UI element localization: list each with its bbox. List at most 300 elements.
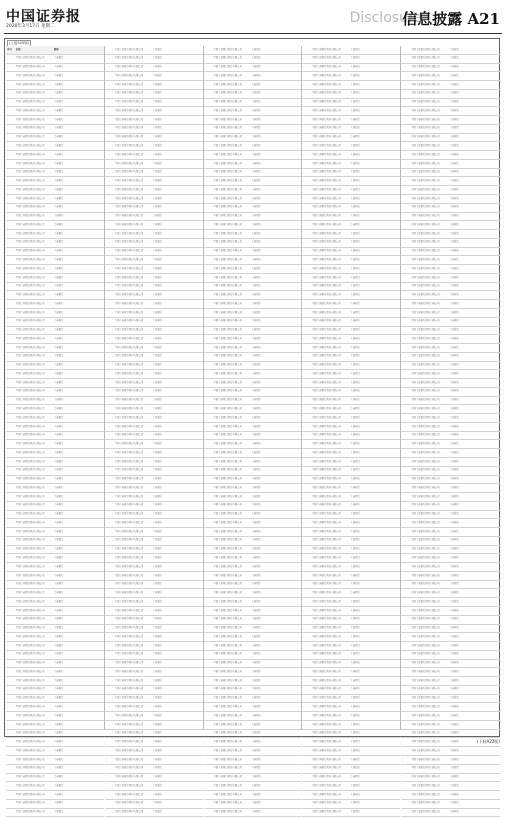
table-cell: 中国工商银行股份有限公司 [411, 722, 440, 726]
table-row [6, 265, 104, 274]
table-column [105, 46, 204, 814]
table-cell: 中国工商银行股份有限公司 [15, 73, 45, 77]
table-cell: 中国工商银行股份有限公司 [15, 678, 45, 682]
table-cell: 工商银行 [152, 424, 163, 428]
table-cell: 中国工商银行股份有限公司 [213, 705, 243, 709]
table-cell: 中国工商银行股份有限公司 [411, 380, 440, 384]
table-row [6, 72, 104, 81]
table-cell: 中国工商银行股份有限公司 [213, 398, 243, 402]
table-row [6, 116, 104, 125]
table-row [302, 230, 400, 239]
table-cell: 工商银行 [53, 144, 64, 148]
table-row [6, 283, 104, 292]
table-row [6, 230, 104, 239]
table-row [302, 484, 400, 493]
table-row [302, 283, 400, 292]
table-cell: 中国工商银行股份有限公司 [213, 669, 243, 673]
table-row [105, 142, 203, 151]
table-cell: 中国工商银行股份有限公司 [411, 257, 440, 261]
table-cell: 中国工商银行股份有限公司 [411, 135, 440, 139]
table-cell: 中国工商银行股份有限公司 [213, 100, 243, 104]
table-cell: 工商银行 [152, 196, 163, 200]
table-cell: 工商银行 [251, 196, 262, 200]
table-row [401, 99, 500, 108]
table-cell: 中国工商银行股份有限公司 [213, 783, 243, 787]
table-cell: 工商银行 [152, 82, 163, 86]
table-cell: 工商银行 [449, 599, 460, 603]
table-row [6, 248, 104, 257]
table-cell: 工商银行 [449, 450, 460, 454]
table-row [401, 493, 500, 502]
table-cell: 中国工商银行股份有限公司 [15, 503, 45, 507]
table-row [302, 221, 400, 230]
table-cell: 中国工商银行股份有限公司 [114, 275, 144, 279]
table-cell: 中国工商银行股份有限公司 [312, 801, 341, 805]
table-cell: 工商银行 [350, 503, 360, 507]
table-cell: 中国工商银行股份有限公司 [312, 108, 341, 112]
table-cell: 中国工商银行股份有限公司 [411, 450, 440, 454]
table-cell: 中国工商银行股份有限公司 [15, 301, 45, 305]
table-cell: 工商银行 [350, 705, 360, 709]
table-cell: 工商银行 [350, 196, 360, 200]
table-cell: 中国工商银行股份有限公司 [411, 275, 440, 279]
table-row [204, 221, 302, 230]
table-row [401, 537, 500, 546]
table-cell: 工商银行 [53, 336, 64, 340]
table-row [302, 809, 400, 817]
table-row [105, 318, 203, 327]
table-cell: 工商银行 [251, 494, 262, 498]
table-row [105, 809, 203, 817]
table-cell: 中国工商银行股份有限公司 [213, 415, 243, 419]
table-cell: 中国工商银行股份有限公司 [15, 363, 45, 367]
table-row [401, 712, 500, 721]
table-cell: 工商银行 [152, 310, 163, 314]
table-row [302, 335, 400, 344]
table-cell: 中国工商银行股份有限公司 [411, 520, 440, 524]
table-row [302, 440, 400, 449]
table-cell: 中国工商银行股份有限公司 [15, 748, 45, 752]
table-row [6, 651, 104, 660]
table-cell: 中国工商银行股份有限公司 [312, 126, 341, 130]
table-row [204, 633, 302, 642]
table-row [105, 125, 203, 134]
table-cell: 中国工商银行股份有限公司 [312, 757, 341, 761]
table-row [302, 248, 400, 257]
table-cell: 中国工商银行股份有限公司 [213, 249, 243, 253]
table-cell: 中国工商银行股份有限公司 [213, 433, 243, 437]
table-row [401, 327, 500, 336]
table-cell: 工商银行 [350, 161, 360, 165]
table-cell: 工商银行 [152, 56, 163, 60]
table-cell: 中国工商银行股份有限公司 [15, 293, 45, 297]
table-cell: 中国工商银行股份有限公司 [312, 617, 341, 621]
table-row [105, 379, 203, 388]
table-cell: 中国工商银行股份有限公司 [15, 766, 45, 770]
table-cell: 中国工商银行股份有限公司 [15, 100, 45, 104]
table-row [6, 809, 104, 817]
table-cell: 工商银行 [251, 512, 262, 516]
table-cell: 中国工商银行股份有限公司 [213, 494, 243, 498]
table-row [302, 616, 400, 625]
table-row [105, 502, 203, 511]
table-cell: 工商银行 [251, 126, 262, 130]
table-cell: 中国工商银行股份有限公司 [411, 424, 440, 428]
table-cell: 中国工商银行股份有限公司 [114, 152, 144, 156]
table-cell: 中国工商银行股份有限公司 [312, 591, 341, 595]
table-row [204, 695, 302, 704]
table-cell: 中国工商银行股份有限公司 [312, 328, 341, 332]
table-row [204, 55, 302, 64]
table-cell: 中国工商银行股份有限公司 [15, 354, 45, 358]
table-row [302, 537, 400, 546]
table-row [401, 195, 500, 204]
table-row [302, 256, 400, 265]
table-cell: 中国工商银行股份有限公司 [114, 573, 144, 577]
table-row [6, 554, 104, 563]
table-cell: 中国工商银行股份有限公司 [15, 494, 45, 498]
table-cell: 工商银行 [449, 468, 460, 472]
table-cell: 中国工商银行股份有限公司 [15, 214, 45, 218]
table-cell: 工商银行 [449, 705, 460, 709]
table-cell: 工商银行 [152, 91, 163, 95]
table-row [401, 414, 500, 423]
table-cell: 工商银行 [251, 547, 262, 551]
table-row [6, 607, 104, 616]
table-row [401, 598, 500, 607]
table-row [105, 537, 203, 546]
table-cell: 工商银行 [152, 179, 163, 183]
table-row [401, 782, 500, 791]
table-cell: 工商银行 [251, 450, 262, 454]
table-row [401, 791, 500, 800]
table-row [401, 125, 500, 134]
table-row [204, 686, 302, 695]
table-cell: 中国工商银行股份有限公司 [213, 740, 243, 744]
table-row [204, 151, 302, 160]
table-cell: 中国工商银行股份有限公司 [312, 380, 341, 384]
table-cell: 中国工商银行股份有限公司 [114, 371, 144, 375]
table-row [302, 738, 400, 747]
table-column [6, 46, 105, 814]
table-cell: 序号 [7, 47, 12, 51]
table-cell: 工商银行 [350, 257, 360, 261]
table-cell: 中国工商银行股份有限公司 [312, 722, 341, 726]
table-row [302, 64, 400, 73]
table-row [401, 625, 500, 634]
table-cell: 中国工商银行股份有限公司 [312, 275, 341, 279]
table-cell: 工商银行 [350, 643, 360, 647]
table-cell: 中国工商银行股份有限公司 [213, 626, 243, 630]
table-row [6, 151, 104, 160]
table-cell: 中国工商银行股份有限公司 [213, 564, 243, 568]
table-cell: 工商银行 [53, 65, 64, 69]
table-cell: 中国工商银行股份有限公司 [213, 222, 243, 226]
table-cell: 中国工商银行股份有限公司 [15, 661, 45, 665]
table-cell: 中国工商银行股份有限公司 [411, 345, 440, 349]
table-cell: 工商银行 [152, 442, 163, 446]
table-cell: 工商银行 [449, 257, 460, 261]
table-cell: 中国工商银行股份有限公司 [312, 748, 341, 752]
table-row [6, 511, 104, 520]
table-row [204, 274, 302, 283]
table-row [6, 125, 104, 134]
table-cell: 中国工商银行股份有限公司 [312, 687, 341, 691]
table-cell: 中国工商银行股份有限公司 [411, 389, 440, 393]
table-row [105, 309, 203, 318]
table-cell: 中国工商银行股份有限公司 [15, 783, 45, 787]
table-row [105, 116, 203, 125]
table-cell: 中国工商银行股份有限公司 [15, 371, 45, 375]
table-cell: 中国工商银行股份有限公司 [213, 512, 243, 516]
table-row [204, 107, 302, 116]
table-row [204, 484, 302, 493]
table-cell: 中国工商银行股份有限公司 [411, 556, 440, 559]
table-row [401, 747, 500, 756]
section-title-english: Disclosure [349, 10, 422, 26]
table-cell: 中国工商银行股份有限公司 [213, 591, 243, 595]
table-cell: 中国工商银行股份有限公司 [213, 696, 243, 700]
table-cell: 中国工商银行股份有限公司 [312, 47, 341, 51]
table-cell: 中国工商银行股份有限公司 [411, 266, 440, 270]
table-cell: 中国工商银行股份有限公司 [312, 284, 341, 288]
table-cell: 工商银行 [251, 144, 262, 148]
table-cell: 中国工商银行股份有限公司 [15, 599, 45, 603]
table-cell: 中国工商银行股份有限公司 [411, 766, 440, 770]
table-cell: 中国工商银行股份有限公司 [114, 249, 144, 253]
table-row [302, 239, 400, 248]
table-cell: 中国工商银行股份有限公司 [15, 222, 45, 226]
table-cell: 中国工商银行股份有限公司 [15, 617, 45, 621]
table-cell: 中国工商银行股份有限公司 [15, 538, 45, 542]
table-row [401, 511, 500, 520]
table-cell: 中国工商银行股份有限公司 [411, 687, 440, 691]
table-row [401, 318, 500, 327]
table-cell: 中国工商银行股份有限公司 [15, 82, 45, 86]
table-cell: 工商银行 [251, 170, 262, 174]
table-row [401, 809, 500, 817]
table-row [204, 99, 302, 108]
table-row [302, 476, 400, 485]
table-cell: 工商银行 [449, 442, 460, 446]
table-cell: 中国工商银行股份有限公司 [114, 117, 144, 121]
table-cell: 工商银行 [53, 459, 64, 463]
table-cell: 中国工商银行股份有限公司 [15, 345, 45, 349]
table-cell: 中国工商银行股份有限公司 [411, 442, 440, 446]
table-cell: 中国工商银行股份有限公司 [114, 240, 144, 244]
table-cell: 工商银行 [53, 196, 64, 200]
table-row [105, 800, 203, 809]
table-cell: 中国工商银行股份有限公司 [312, 144, 341, 148]
table-cell: 工商银行 [152, 328, 163, 332]
table-cell: 工商银行 [53, 91, 64, 95]
table-cell: 中国工商银行股份有限公司 [213, 459, 243, 463]
table-cell: 工商银行 [449, 775, 460, 779]
table-cell: 工商银行 [152, 661, 163, 665]
table-row [6, 379, 104, 388]
table-cell: 工商银行 [53, 345, 64, 349]
table-row [401, 256, 500, 265]
table-row [302, 309, 400, 318]
table-cell: 中国工商银行股份有限公司 [411, 336, 440, 340]
table-cell: 工商银行 [251, 424, 262, 428]
table-cell: 工商银行 [251, 696, 262, 700]
table-cell: 中国工商银行股份有限公司 [312, 564, 341, 568]
table-row [302, 730, 400, 739]
table-row [204, 239, 302, 248]
table-row [204, 738, 302, 747]
table-row [204, 116, 302, 125]
table-cell: 中国工商银行股份有限公司 [312, 705, 341, 709]
table-row [6, 572, 104, 581]
table-cell: 中国工商银行股份有限公司 [312, 459, 341, 463]
table-cell: 工商银行 [350, 310, 360, 314]
table-cell: 中国工商银行股份有限公司 [114, 222, 144, 226]
table-cell: 中国工商银行股份有限公司 [15, 249, 45, 253]
table-cell: 工商银行 [449, 512, 460, 516]
table-cell: 工商银行 [350, 512, 360, 516]
table-cell: 中国工商银行股份有限公司 [312, 56, 341, 60]
table-cell: 中国工商银行股份有限公司 [114, 284, 144, 288]
table-cell: 中国工商银行股份有限公司 [114, 564, 144, 568]
table-row [401, 291, 500, 300]
table-cell: 工商银行 [53, 669, 64, 673]
table-row [6, 432, 104, 441]
table-cell: 中国工商银行股份有限公司 [15, 328, 45, 332]
table-cell: 工商银行 [449, 608, 460, 612]
table-row [6, 177, 104, 186]
table-cell: 中国工商银行股份有限公司 [114, 135, 144, 139]
table-row [204, 449, 302, 458]
table-cell: 工商银行 [152, 284, 163, 288]
table-row [204, 502, 302, 511]
table-row [401, 607, 500, 616]
table-row [105, 449, 203, 458]
table-cell: 工商银行 [350, 91, 360, 95]
table-cell: 中国工商银行股份有限公司 [114, 293, 144, 297]
table-row [204, 125, 302, 134]
table-row [6, 668, 104, 677]
table-cell: 中国工商银行股份有限公司 [15, 442, 45, 446]
table-cell: 工商银行 [449, 222, 460, 226]
table-cell: 工商银行 [152, 363, 163, 367]
table-cell: 中国工商银行股份有限公司 [15, 634, 45, 638]
table-cell: 中国工商银行股份有限公司 [15, 477, 45, 481]
table-cell: 中国工商银行股份有限公司 [411, 512, 440, 516]
table-cell: 中国工商银行股份有限公司 [15, 144, 45, 148]
table-cell: 工商银行 [152, 810, 163, 814]
table-cell: 工商银行 [251, 406, 262, 410]
table-cell: 工商银行 [251, 591, 262, 595]
table-row [6, 353, 104, 362]
table-cell: 中国工商银行股份有限公司 [15, 161, 45, 165]
table-row [302, 502, 400, 511]
table-cell: 工商银行 [53, 363, 64, 367]
table-cell: 工商银行 [449, 520, 460, 524]
table-cell: 工商银行 [152, 301, 163, 305]
table-cell: 工商银行 [53, 477, 64, 481]
table-cell: 中国工商银行股份有限公司 [15, 713, 45, 717]
table-cell: 中国工商银行股份有限公司 [114, 91, 144, 95]
table-row [105, 484, 203, 493]
table-row [302, 55, 400, 64]
table-row [204, 81, 302, 90]
table-cell: 工商银行 [251, 722, 262, 726]
table-cell: 工商银行 [251, 135, 262, 139]
table-cell: 中国工商银行股份有限公司 [411, 661, 440, 665]
table-cell: 中国工商银行股份有限公司 [213, 678, 243, 682]
table-cell: 工商银行 [53, 608, 64, 612]
table-row [401, 335, 500, 344]
table-cell: 中国工商银行股份有限公司 [114, 705, 144, 709]
table-cell: 工商银行 [251, 485, 262, 489]
table-cell: 工商银行 [350, 766, 360, 770]
table-row [401, 300, 500, 309]
table-row [401, 265, 500, 274]
table-cell: 工商银行 [53, 652, 64, 656]
table-cell: 工商银行 [251, 634, 262, 638]
table-cell: 工商银行 [53, 529, 64, 533]
table-cell: 工商银行 [350, 117, 360, 121]
table-cell: 工商银行 [251, 310, 262, 314]
table-cell: 工商银行 [350, 556, 360, 559]
table-cell: 中国工商银行股份有限公司 [411, 433, 440, 437]
table-cell: 工商银行 [350, 582, 360, 586]
table-row [204, 414, 302, 423]
table-cell: 中国工商银行股份有限公司 [114, 345, 144, 349]
table-cell: 工商银行 [53, 82, 64, 86]
table-cell: 中国工商银行股份有限公司 [411, 740, 440, 744]
table-row [6, 660, 104, 669]
table-cell: 中国工商银行股份有限公司 [213, 520, 243, 524]
table-row [204, 660, 302, 669]
table-row [105, 458, 203, 467]
table-cell: 中国工商银行股份有限公司 [114, 310, 144, 314]
table-row [401, 169, 500, 178]
table-cell: 工商银行 [350, 415, 360, 419]
table-cell: 中国工商银行股份有限公司 [411, 731, 440, 735]
table-row [6, 765, 104, 774]
table-row [6, 405, 104, 414]
table-row [401, 239, 500, 248]
table-cell: 工商银行 [152, 47, 163, 51]
table-cell: 工商银行 [152, 547, 163, 551]
table-row [204, 370, 302, 379]
table-row [6, 169, 104, 178]
table-row [401, 721, 500, 730]
table-cell: 工商银行 [251, 801, 262, 805]
table-cell: 中国工商银行股份有限公司 [213, 643, 243, 647]
table-cell: 中国工商银行股份有限公司 [114, 783, 144, 787]
table-cell: 工商银行 [152, 748, 163, 752]
table-cell: 中国工商银行股份有限公司 [15, 450, 45, 454]
table-cell: 工商银行 [350, 293, 360, 297]
table-cell: 工商银行 [152, 713, 163, 717]
table-cell: 工商银行 [251, 293, 262, 297]
table-cell: 工商银行 [449, 757, 460, 761]
table-cell: 中国工商银行股份有限公司 [213, 187, 243, 191]
table-cell: 中国工商银行股份有限公司 [15, 582, 45, 586]
table-cell: 工商银行 [449, 152, 460, 156]
table-row [6, 440, 104, 449]
table-row [105, 703, 203, 712]
table-cell: 工商银行 [350, 547, 360, 551]
table-cell: 中国工商银行股份有限公司 [411, 354, 440, 358]
table-cell: 中国工商银行股份有限公司 [15, 705, 45, 709]
table-cell: 中国工商银行股份有限公司 [213, 652, 243, 656]
table-cell: 工商银行 [251, 582, 262, 586]
table-cell: 中国工商银行股份有限公司 [411, 810, 440, 814]
